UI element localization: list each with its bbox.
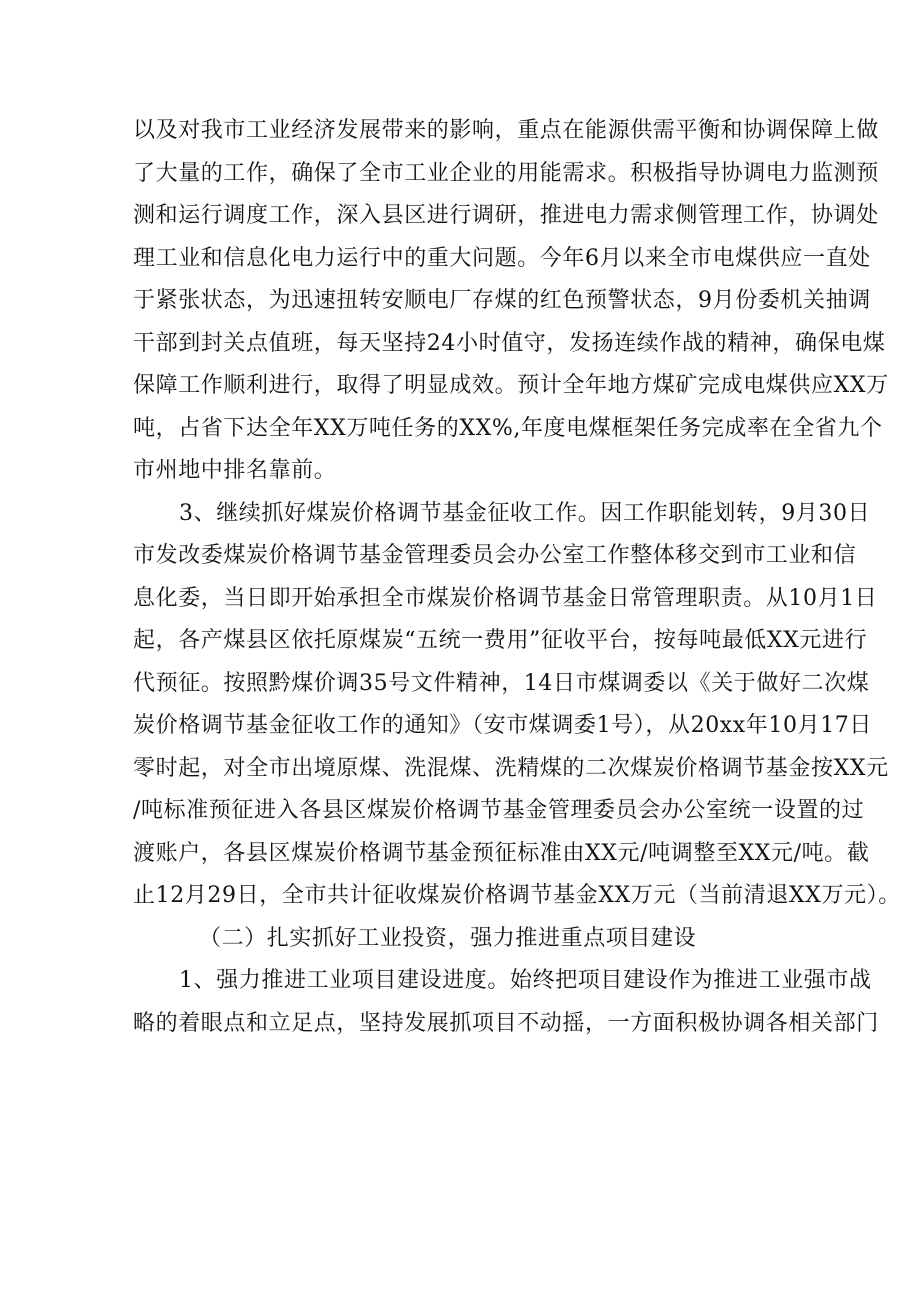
paragraph-line: 理工业和信息化电力运行中的重大问题。今年6月以来全市电煤供应一直处 (133, 245, 871, 271)
paragraph-line: 息化委，当日即开始承担全市煤炭价格调节基金日常管理职责。从10月1日 (133, 585, 878, 611)
paragraph-line: 渡账户，各县区煤炭价格调节基金预征标准由XX元/吨调整至XX元/吨。截 (133, 840, 870, 866)
paragraph-line: /吨标准预征进入各县区煤炭价格调节基金管理委员会办公室统一设置的过 (133, 798, 865, 823)
paragraph-line: 3、继续抓好煤炭价格调节基金征收工作。因工作职能划转，9月30日 (179, 500, 871, 526)
paragraph-line: 干部到封关点值班，每天坚持24小时值守，发扬连续作战的精神，确保电煤 (133, 330, 886, 356)
section-heading: （二）扎实抓好工业投资，强力推进重点项目建设 (199, 925, 697, 951)
paragraph-line: 于紧张状态，为迅速扭转安顺电厂存煤的红色预警状态，9月份委机关抽调 (133, 288, 871, 313)
paragraph-line: 市发改委煤炭价格调节基金管理委员会办公室工作整体移交到市工业和信 (133, 543, 857, 568)
paragraph-line: 炭价格调节基金征收工作的通知》（安市煤调委1号），从20xx年10月17日 (133, 713, 872, 738)
paragraph-line: 以及对我市工业经济发展带来的影响，重点在能源供需平衡和协调保障上做 (133, 118, 879, 143)
document-body (133, 110, 901, 1045)
paragraph-line: 吨，占省下达全年XX万吨任务的XX%,年度电煤框架任务完成率在全省九个 (133, 415, 883, 441)
paragraph-line: 市州地中排名靠前。 (133, 458, 337, 483)
paragraph-line: 起，各产煤县区依托原煤炭“五统一费用”征收平台，按每吨最低XX元进行 (133, 628, 868, 653)
paragraph-line: 略的着眼点和立足点，坚持发展抓项目不动摇，一方面积极协调各相关部门 (133, 1010, 879, 1036)
paragraph-line: 1、强力推进工业项目建设进度。始终把项目建设作为推进工业强市战 (179, 968, 872, 993)
paragraph-line: 保障工作顺利进行，取得了明显成效。预计全年地方煤矿完成电煤供应XX万 (133, 373, 889, 398)
paragraph-line: 零时起，对全市出境原煤、洗混煤、洗精煤的二次煤炭价格调节基金按XX元 (133, 755, 889, 781)
paragraph-line: 测和运行调度工作，深入县区进行调研，推进电力需求侧管理工作，协调处 (133, 203, 879, 228)
paragraph-line: 止12月29日，全市共计征收煤炭价格调节基金XX万元（当前清退XX万元）。 (133, 883, 901, 908)
paragraph-line: 了大量的工作，确保了全市工业企业的用能需求。积极指导协调电力监测预 (133, 160, 879, 186)
paragraph-line: 代预征。按照黔煤价调35号文件精神，14日市煤调委以《关于做好二次煤 (133, 670, 870, 696)
